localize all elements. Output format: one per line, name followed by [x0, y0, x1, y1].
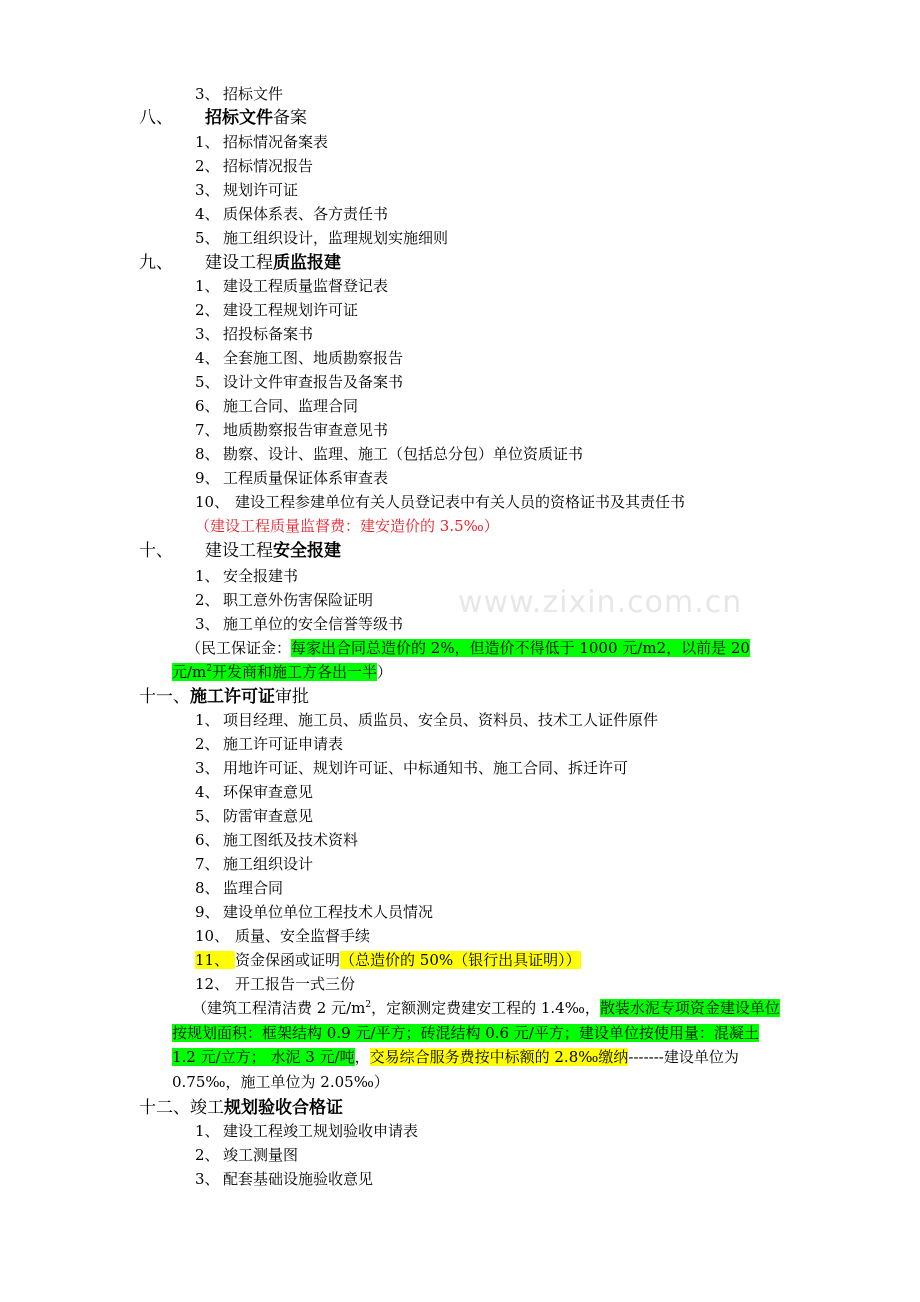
list-item: 2、 建设工程规划许可证	[195, 301, 359, 319]
watermark: www.zixin.com.cn	[458, 585, 743, 620]
list-item: 12、 开工报告一式三份	[195, 975, 356, 993]
list-item: 5、 施工组织设计，监理规划实施细则	[195, 229, 449, 247]
list-item: 9、 建设单位单位工程技术人员情况	[195, 903, 434, 921]
list-item: 6、 施工图纸及技术资料	[195, 831, 359, 849]
list-item: 3、 规划许可证	[195, 181, 299, 199]
list-item: 8、 勘察、设计、监理、施工（包括总分包）单位资质证书	[195, 445, 584, 463]
list-item: 4、 环保审查意见	[195, 783, 314, 801]
list-item: 3、 招标文件	[195, 85, 284, 103]
section-heading-8: 八、 招标文件备案	[139, 108, 307, 128]
list-item: 10、 建设工程参建单位有关人员登记表中有关人员的资格证书及其责任书	[195, 493, 686, 511]
section-heading-12: 十二、竣工规划验收合格证	[139, 1098, 343, 1118]
deposit-note-line-2: 元$/m^2$开发商和施工方各出一半）	[172, 663, 393, 681]
list-item: 5、 防雷审查意见	[195, 807, 314, 825]
list-item: 3、 施工单位的安全信誉等级书	[195, 615, 404, 633]
fee-note: （建设工程质量监督费：建安造价的 3.5‰）	[195, 517, 499, 535]
section-heading-9: 九、 建设工程质监报建	[139, 253, 341, 273]
deposit-note-line-1: （民工保证金：每家出合同总造价的 2%，但造价不得低于 1000 元/m2，以前是 20	[186, 639, 750, 657]
list-item: 3、 用地许可证、规划许可证、中标通知书、施工合同、拆迁许可	[195, 759, 629, 777]
list-item: 1、 建设工程竣工规划验收申请表	[195, 1122, 419, 1140]
list-item: 1、 安全报建书	[195, 567, 299, 585]
list-item: 8、 监理合同	[195, 879, 284, 897]
list-item: 4、 质保体系表、各方责任书	[195, 205, 389, 223]
list-item: 3、 招投标备案书	[195, 325, 314, 343]
list-item: 2、 施工许可证申请表	[195, 735, 344, 753]
list-item: 1、 招标情况备案表	[195, 133, 329, 151]
list-item: 5、 设计文件审查报告及备案书	[195, 373, 404, 391]
list-item: 7、 施工组织设计	[195, 855, 314, 873]
list-item: 1、 项目经理、施工员、质监员、安全员、资料员、技术工人证件原件	[195, 711, 659, 729]
list-item: 9、 工程质量保证体系审查表	[195, 469, 389, 487]
list-item: 7、 地质勘察报告审查意见书	[195, 421, 389, 439]
list-item: 4、 全套施工图、地质勘察报告	[195, 349, 404, 367]
list-item: 2、 职工意外伤害保险证明	[195, 591, 374, 609]
list-item: 10、 质量、安全监督手续	[195, 927, 371, 945]
list-item: 2、 招标情况报告	[195, 157, 314, 175]
fee-paragraph: （建筑工程清洁费 2 元$/m^2$，定额测定费建安工程的 1.4‰，散装水泥专项资金建设单位按规划面积：框架结构 0.9 元/平方；砖混结构 0.6 元/平方；建设单位按使用量：混凝土 1.2 元/立方； 水泥 3 元/吨，交易综合服务费按中标额的 2.8‰缴纳-------建设单位为 0.75‰，施工单位为 2.05‰）	[172, 999, 780, 1091]
section-heading-10: 十、 建设工程安全报建	[139, 541, 341, 561]
list-item: 2、 竣工测量图	[195, 1146, 299, 1164]
list-item: 6、 施工合同、监理合同	[195, 397, 359, 415]
section-heading-11: 十一、施工许可证审批	[139, 687, 309, 707]
list-item: 3、 配套基础设施验收意见	[195, 1170, 374, 1188]
list-item: 1、 建设工程质量监督登记表	[195, 277, 389, 295]
list-item: 11、 资金保函或证明（总造价的 50%（银行出具证明））	[195, 951, 581, 969]
